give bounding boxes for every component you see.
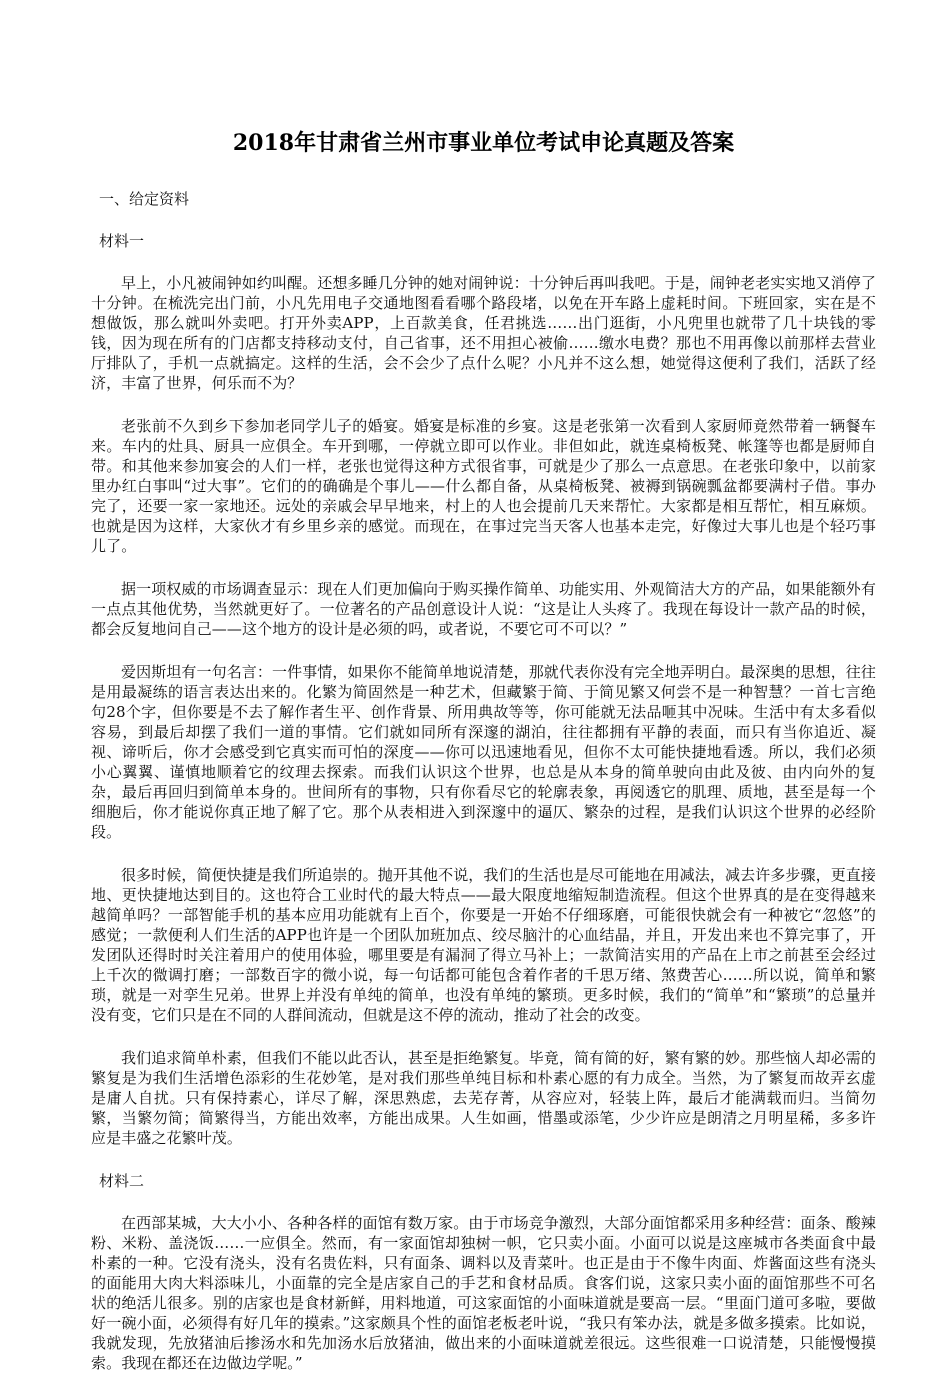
material-heading: 材料二 — [99, 1172, 145, 1190]
paragraph: 我们追求简单朴素，但我们不能以此否认，甚至是拒绝繁复。毕竟，简有简的好，繁有繁的妙。那些恼人却必需的繁复是为我们生活增色添彩的生花妙笔，是对我们那些单纯目标和朴素心愿的有力成全。当然，为了繁复而故弄玄虚是庸人自扰。只有保持素心，详尽了解，深思熟虑，去芜存菁，从容应对，轻装上阵，最后才能满载而归。当简勿繁，当繁勿简；简繁得当，方能出效率，方能出成果。人生如画，惜墨或添笔，少少许应是朗清之月明星稀，多多许应是丰盛之花繁叶茂。 — [91, 1049, 877, 1147]
paragraph: 早上，小凡被闹钟如约叫醒。还想多睡几分钟的她对闹钟说：十分钟后再叫我吧。于是，闹钟老老实实地又消停了十分钟。在梳洗完出门前，小凡先用电子交通地图看看哪个路段堵，以免在开车路上虚耗时间。下班回家，实在是不想做饭，那么就叫外卖吧。打开外卖APP，上百款美食，任君挑选……出门逛街，小凡兜里也就带了几十块钱的零钱，因为现在所有的门店都支持移动支付，自己省事，还不用担心被偷……缴水电费？那也不用再像以前那样去营业厅排队了，手机一点就搞定。这样的生活，会不会少了点什么呢？小凡并不这么想，她觉得这便利了我们，活跃了经济，丰富了世界，何乐而不为？ — [91, 274, 877, 392]
material-two — [91, 1171, 876, 1373]
page-title: 2018年甘肃省兰州市事业单位考试申论真题及答案 — [232, 130, 735, 156]
paragraph: 在西部某城，大大小小、各种各样的面馆有数万家。由于市场竞争激烈，大部分面馆都采用多种经营：面条、酸辣粉、米粉、盖浇饭……一应俱全。然而，有一家面馆却独树一帜，它只卖小面。小面可以说是这座城市各类面食中最朴素的一种。它没有浇头，没有名贵佐料，只有面条、调料以及青菜叶。也正是由于不像牛肉面、炸酱面这些有浇头的面能用大肉大料添味儿，小面靠的完全是店家自己的手艺和食材品质。食客们说，这家只卖小面的面馆那些不可名状的绝活儿很多。别的店家也是食材新鲜，用料地道，可这家面馆的小面味道就是要高一层。“里面门道可多啦，要做好一碗小面，必须得有好几年的摸索。”这家颇具个性的面馆老板老叶说，“我只有笨办法，就是多做多摸索。比如说，我就发现，先放猪油后掺汤水和先加汤水后放猪油，做出来的小面味道就差很远。这些很难一口说清楚，只能慢慢摸索。我现在都还在边做边学呢。” — [91, 1214, 877, 1372]
paragraph: 爱因斯坦有一句名言：一件事情，如果你不能简单地说清楚，那就代表你没有完全地弄明白。最深奥的思想，往往是用最凝练的语言表达出来的。化繁为简固然是一种艺术，但藏繁于简、于简见繁又何尝不是一种智慧？一首七言绝句28个字，但你要是不去了解作者生平、创作背景、所用典故等等，你可能就无法品咂其中况味。生活中有太多看似容易，到最后却摆了我们一道的事情。它们就如同所有深邃的湖泊，往往都拥有平静的表面，而只有当你追近、凝视、谛听后，你才会感受到它真实而可怕的深度——你可以迅速地看见，但你不太可能快捷地看透。所以，我们必须小心翼翼、谨慎地顺着它的纹理去探索。而我们认识这个世界，也总是从本身的简单驶向由此及彼、由内向外的复杂，最后再回归到简单本身的。世间所有的事物，只有你看尽它的轮廓表象，再阅透它的肌理、质地，甚至是每一个细胞后，你才能说你真正地了解了它。那个从表相进入到深邃中的逼仄、繁杂的过程，是我们认识这个世界的必经阶段。 — [91, 663, 877, 841]
material-one — [91, 231, 876, 1148]
paragraph: 老张前不久到乡下参加老同学儿子的婚宴。婚宴是标准的乡宴。这是老张第一次看到人家厨师竟然带着一辆餐车来。车内的灶具、厨具一应俱全。车开到哪，一停就立即可以作业。非但如此，就连桌椅板凳、帐篷等也都是厨师自带。和其他来参加宴会的人们一样，老张也觉得这种方式很省事，可就是少了那么一点意思。在老张印象中，以前家里办红白事叫“过大事”。它们的的确确是个事儿——什么都自备，从桌椅板凳、被褥到锅碗瓢盆都要满村子借。事办完了，还要一家一家地还。远处的亲戚会早早地来，村上的人也会提前几天来帮忙。大家都是相互帮忙，相互麻烦。也就是因为这样，大家伙才有乡里乡亲的感觉。而现在，在事过完当天客人也基本走完，好像过大事儿也是个轻巧事儿了。 — [91, 417, 876, 555]
paragraph: 据一项权威的市场调查显示：现在人们更加偏向于购买操作简单、功能实用、外观简洁大方的产品，如果能额外有一点点其他优势，当然就更好了。一位著名的产品创意设计人说：“这是让人头疼了。我现在每设计一款产品的时候，都会反复地问自己——这个地方的设计是必须的吗，或者说，不要它可不可以？” — [91, 580, 877, 638]
paragraph: 很多时候，简便快捷是我们所追崇的。抛开其他不说，我们的生活也是尽可能地在用减法，减去许多步骤，更直接地、更快捷地达到目的。这也符合工业时代的最大特点——最大限度地缩短制造流程。但这个世界真的是在变得越来越简单吗？一部智能手机的基本应用功能就有上百个，你要是一开始不仔细琢磨，可能很快就会有一种被它“忽悠”的感觉；一款便利人们生活的APP也许是一个团队加班加点、绞尽脑汁的心血结晶，并且，开发出来也不算完事了，开发团队还得时时关注着用户的使用体验，哪里要是有漏洞了得立马补上；一款简洁实用的产品在上市之前甚至会经过上千次的微调打磨；一部数百字的微小说，每一句话都可能包含着作者的千思万绪、煞费苦心……所以说，简单和繁琐，就是一对孪生兄弟。世界上并没有单纯的简单，也没有单纯的繁琐。更多时候，我们的“简单”和“繁琐”的总量并没有变，它们只是在不同的人群间流动，但就是这不停的流动，推动了社会的改变。 — [91, 866, 877, 1024]
material-heading: 材料一 — [99, 232, 145, 250]
section-heading: 一、给定资料 — [99, 190, 190, 208]
